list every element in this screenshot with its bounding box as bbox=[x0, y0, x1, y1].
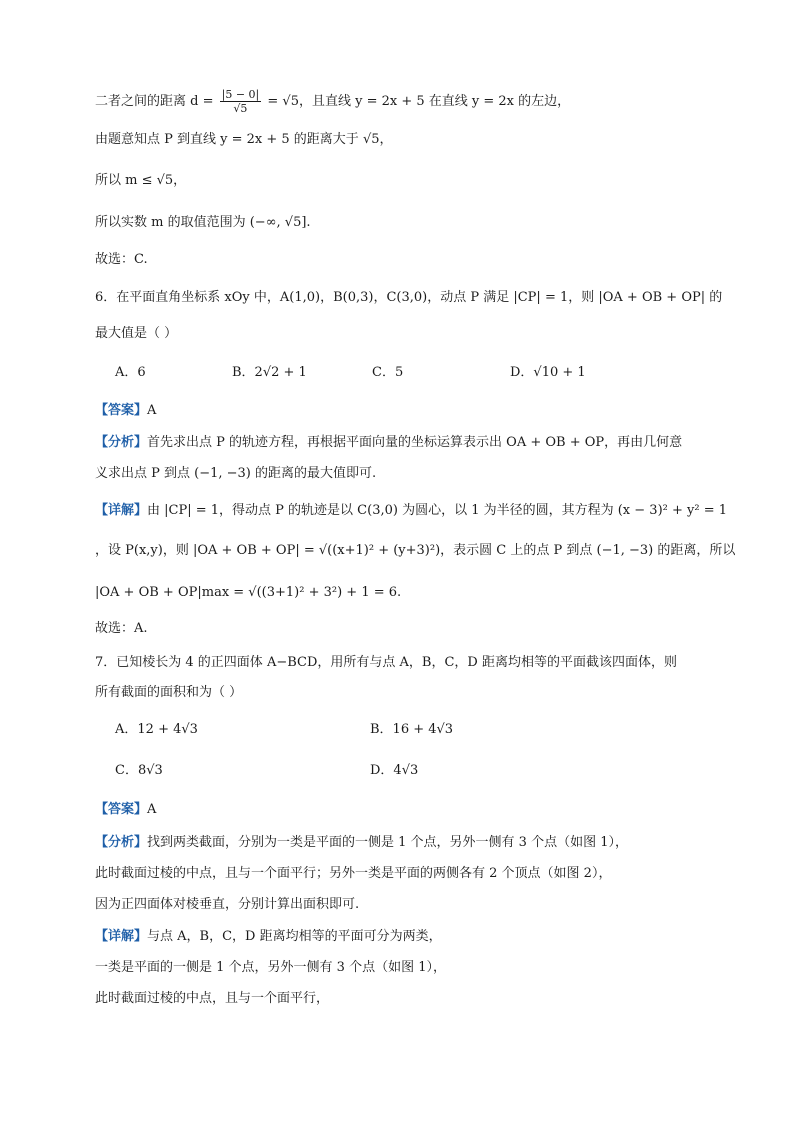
detail-text: 由 |CP| = 1，得动点 P 的轨迹是以 C(3,0) 为圆心，以 1 为半径的圆，其方程为 (x − 3)² + y² = 1 bbox=[147, 503, 727, 518]
q6-option-c: C．5 bbox=[372, 365, 404, 380]
q7-answer bbox=[95, 801, 156, 819]
q7-detail-line3: 此时截面过棱的中点，且与一个面平行， bbox=[95, 991, 330, 1006]
text-line-range: 所以实数 m 的取值范围为 (−∞, √5]. bbox=[95, 215, 311, 230]
q7-stem-line1: 7．已知棱长为 4 的正四面体 A−BCD，用所有与点 A，B，C，D 距离均相等的平面截该四面体，则 bbox=[95, 655, 677, 670]
fraction-numerator: |5 − 0| bbox=[221, 88, 260, 101]
answer-tag: 【答案】 bbox=[95, 403, 148, 418]
text-line-condition: 由题意知点 P 到直线 y = 2x + 5 的距离大于 √5， bbox=[95, 132, 393, 147]
q6-detail-line3: |OA + OB + OP|max = √((3+1)² + 3²) + 1 = 6. bbox=[95, 585, 402, 600]
q7-detail-line1 bbox=[95, 928, 442, 946]
q6-detail-line2: ，设 P(x,y)，则 |OA + OB + OP| = √((x+1)² + (y+3)²)，表示圆 C 上的点 P 到点 (−1, −3) 的距离，所以 bbox=[95, 543, 736, 558]
analysis-text: 首先求出点 P 的轨迹方程，再根据平面向量的坐标运算表示出 OA + OB + OP，再由几何意 bbox=[147, 435, 683, 450]
q7-analysis-line3: 因为正四面体对棱垂直，分别计算出面积即可. bbox=[95, 897, 360, 912]
q6-choose: 故选：A. bbox=[95, 621, 148, 636]
q6-option-d: D．√10 + 1 bbox=[510, 365, 586, 380]
analysis-text: 找到两类截面，分别为一类是平面的一侧是 1 个点，另外一侧有 3 个点（如图 1）， bbox=[147, 835, 628, 850]
answer-value: A bbox=[147, 802, 157, 817]
q6-detail-line1 bbox=[95, 502, 727, 520]
q6-stem-line1: 6．在平面直角坐标系 xOy 中，A(1,0)，B(0,3)，C(3,0)，动点 P 满足 |CP| = 1，则 |OA + OB + OP| 的 bbox=[95, 290, 723, 305]
answer-value: A bbox=[147, 403, 157, 418]
fraction-denominator: √5 bbox=[233, 102, 248, 115]
q7-option-b: B．16 + 4√3 bbox=[370, 722, 454, 737]
detail-tag: 【详解】 bbox=[95, 929, 148, 944]
analysis-tag: 【分析】 bbox=[95, 435, 148, 450]
distance-fraction bbox=[220, 88, 262, 115]
analysis-tag: 【分析】 bbox=[95, 835, 148, 850]
answer-tag: 【答案】 bbox=[95, 802, 148, 817]
q6-stem-line2: 最大值是（ ） bbox=[95, 326, 178, 341]
q6-option-a: A．6 bbox=[115, 365, 146, 380]
q6-analysis-line2: 义求出点 P 到点 (−1, −3) 的距离的最大值即可. bbox=[95, 466, 377, 481]
text-line-m-bound: 所以 m ≤ √5， bbox=[95, 173, 187, 188]
q7-option-d: D．4√3 bbox=[370, 763, 419, 778]
q7-stem-line2: 所有截面的面积和为（ ） bbox=[95, 685, 243, 700]
text-line-choose-c: 故选：C. bbox=[95, 252, 148, 267]
q7-detail-line2: 一类是平面的一侧是 1 个点，另外一侧有 3 个点（如图 1）， bbox=[95, 960, 446, 975]
q6-answer bbox=[95, 402, 156, 420]
text-line-distance bbox=[95, 88, 570, 115]
q7-analysis-line2: 此时截面过棱的中点，且与一个面平行；另外一类是平面的两侧各有 2 个顶点（如图 2）， bbox=[95, 866, 612, 881]
q7-option-c: C．8√3 bbox=[115, 763, 163, 778]
q6-option-b: B．2√2 + 1 bbox=[232, 365, 307, 380]
detail-tag: 【详解】 bbox=[95, 503, 148, 518]
q6-analysis-line1 bbox=[95, 434, 682, 452]
distance-text-a: 二者之间的距离 d = bbox=[95, 94, 218, 109]
q7-option-a: A．12 + 4√3 bbox=[115, 722, 198, 737]
distance-text-b: = √5，且直线 y = 2x + 5 在直线 y = 2x 的左边， bbox=[267, 94, 571, 109]
q7-analysis-line1 bbox=[95, 834, 628, 852]
detail-text: 与点 A，B，C，D 距离均相等的平面可分为两类， bbox=[147, 929, 442, 944]
